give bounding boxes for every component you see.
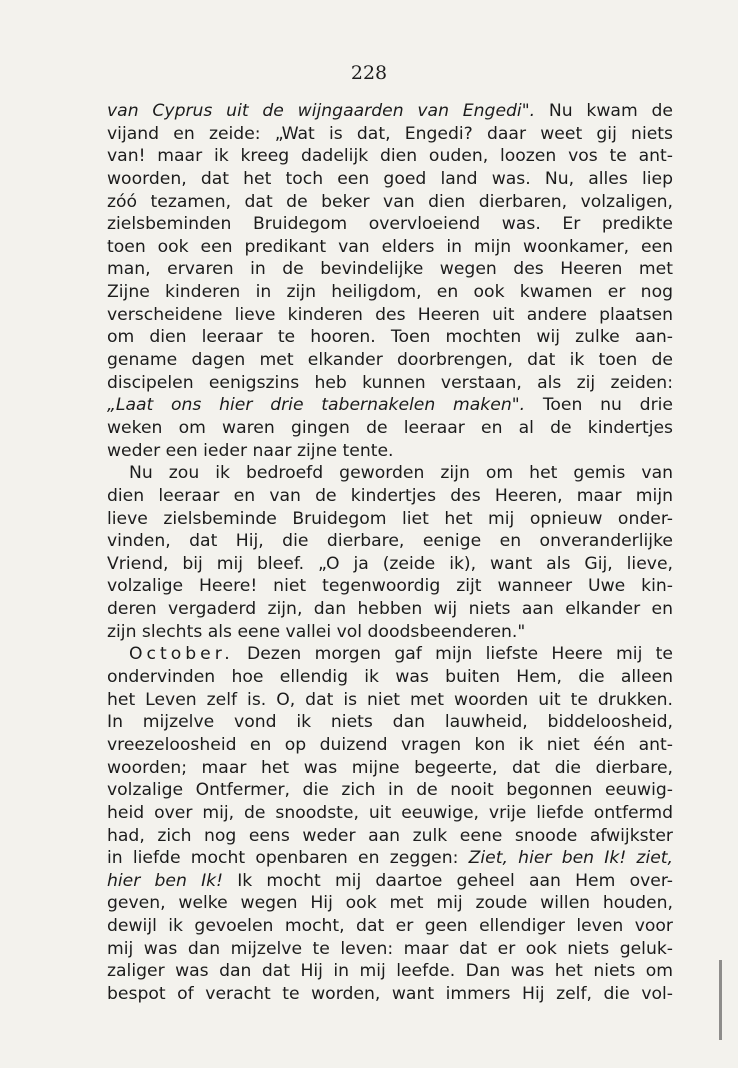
- text-line: dewijl ik gevoelen mocht, dat er geen ellendiger leven voor: [107, 916, 673, 937]
- text-line: vinden, dat Hij, die dierbare, eenige en onveranderlijke: [107, 531, 673, 552]
- italic-text: Ziet, hier ben Ik! ziet,: [468, 848, 673, 869]
- text-line: bespot of veracht te worden, want immers Hij zelf, die vol-: [107, 983, 673, 1004]
- text-line: vreezeloosheid en op duizend vragen kon ik niet één ant-: [107, 734, 673, 755]
- text-line: weder een ieder naar zijne tente.: [107, 440, 394, 461]
- text-line: zijn slechts als eene vallei vol doodsbeenderen.": [107, 621, 526, 642]
- page-edge-shadow: [719, 960, 722, 1040]
- text-line: [107, 394, 673, 417]
- text-line: man, ervaren in de bevindelijke wegen des Heeren met: [107, 259, 673, 280]
- text-line: van! maar ik kreeg dadelijk dien ouden, loozen vos te ant-: [107, 146, 673, 167]
- text-line: mij was dan mijzelve te leven: maar dat er ook niets geluk-: [107, 938, 673, 959]
- text-line: woorden; maar het was mijne begeerte, dat die dierbare,: [107, 757, 673, 778]
- text-line: om dien leeraar te hooren. Toen mochten wij zulke aan-: [107, 327, 673, 348]
- text-line: Vriend, bij mij bleef. „O ja (zeide ik), want als Gij, lieve,: [107, 553, 673, 574]
- text-line: discipelen eenigszins heb kunnen verstaan, als zij zeiden:: [107, 372, 673, 393]
- text-line: deren vergaderd zijn, dan hebben wij niets aan elkander en: [107, 599, 673, 620]
- italic-text: van Cyprus uit de wijngaarden van Engedi".: [107, 101, 536, 121]
- text-line: [107, 643, 673, 666]
- text-line: het Leven zelf is. O, dat is niet met woorden uit te drukken.: [107, 689, 673, 710]
- text-line: [107, 847, 673, 870]
- page-number: 228: [350, 62, 388, 84]
- italic-text: hier ben Ik!: [107, 870, 223, 891]
- body-text: [107, 100, 673, 1006]
- text-line: ondervinden hoe ellendig ik was buiten Hem, die alleen: [107, 667, 673, 688]
- spaced-text: October.: [129, 644, 234, 665]
- text-line: toen ook een predikant van elders in mijn woonkamer, een: [107, 236, 673, 257]
- text-span: Toen nu drie: [525, 395, 673, 416]
- text-line: lieve zielsbeminde Bruidegom liet het mij opnieuw onder-: [107, 508, 673, 529]
- text-line: zóó tezamen, dat de beker van dien dierbaren, volzaligen,: [107, 191, 673, 212]
- text-line: vijand en zeide: „Wat is dat, Engedi? daar weet gij niets: [107, 123, 673, 144]
- text-line: [107, 870, 673, 893]
- text-span: Ik mocht mij daartoe geheel aan Hem over-: [223, 870, 674, 891]
- text-line: In mijzelve vond ik niets dan lauwheid, biddeloosheid,: [107, 712, 673, 733]
- text-line: had, zich nog eens weder aan zulk eene snoode afwijkster: [107, 825, 673, 846]
- italic-text: „Laat ons hier drie tabernakelen maken".: [107, 395, 526, 416]
- text-line: gename dagen met elkander doorbrengen, dat ik toen de: [107, 350, 673, 371]
- text-span: in liefde mocht openbaren en zeggen:: [107, 848, 469, 869]
- text-line: dien leeraar en van de kindertjes des Heeren, maar mijn: [107, 485, 673, 506]
- text-line: zaliger was dan dat Hij in mij leefde. Dan was het niets om: [107, 961, 673, 982]
- text-line: volzalige Ontfermer, die zich in de nooit begonnen eeuwig-: [107, 780, 673, 801]
- text-line: woorden, dat het toch een goed land was. Nu, alles liep: [107, 168, 673, 189]
- text-line: Zijne kinderen in zijn heiligdom, en ook kwamen er nog: [107, 282, 673, 303]
- text-line: Nu zou ik bedroefd geworden zijn om het gemis van: [129, 463, 673, 484]
- text-line: weken om waren gingen de leeraar en al de kindertjes: [107, 417, 673, 438]
- text-span: Dezen morgen gaf mijn liefste Heere mij te: [233, 644, 673, 665]
- text-line: geven, welke wegen Hij ook met mij zoude willen houden,: [107, 893, 673, 914]
- text-line: verscheidene lieve kinderen des Heeren uit andere plaatsen: [107, 304, 673, 325]
- text-line: zielsbeminden Bruidegom overvloeiend was. Er predikte: [107, 214, 673, 235]
- text-line: volzalige Heere! niet tegenwoordig zijt wanneer Uwe kin-: [107, 576, 673, 597]
- text-line: [107, 100, 673, 123]
- text-span: Nu kwam de: [535, 101, 673, 121]
- text-line: heid over mij, de snoodste, uit eeuwige, vrije liefde ontfermd: [107, 802, 673, 823]
